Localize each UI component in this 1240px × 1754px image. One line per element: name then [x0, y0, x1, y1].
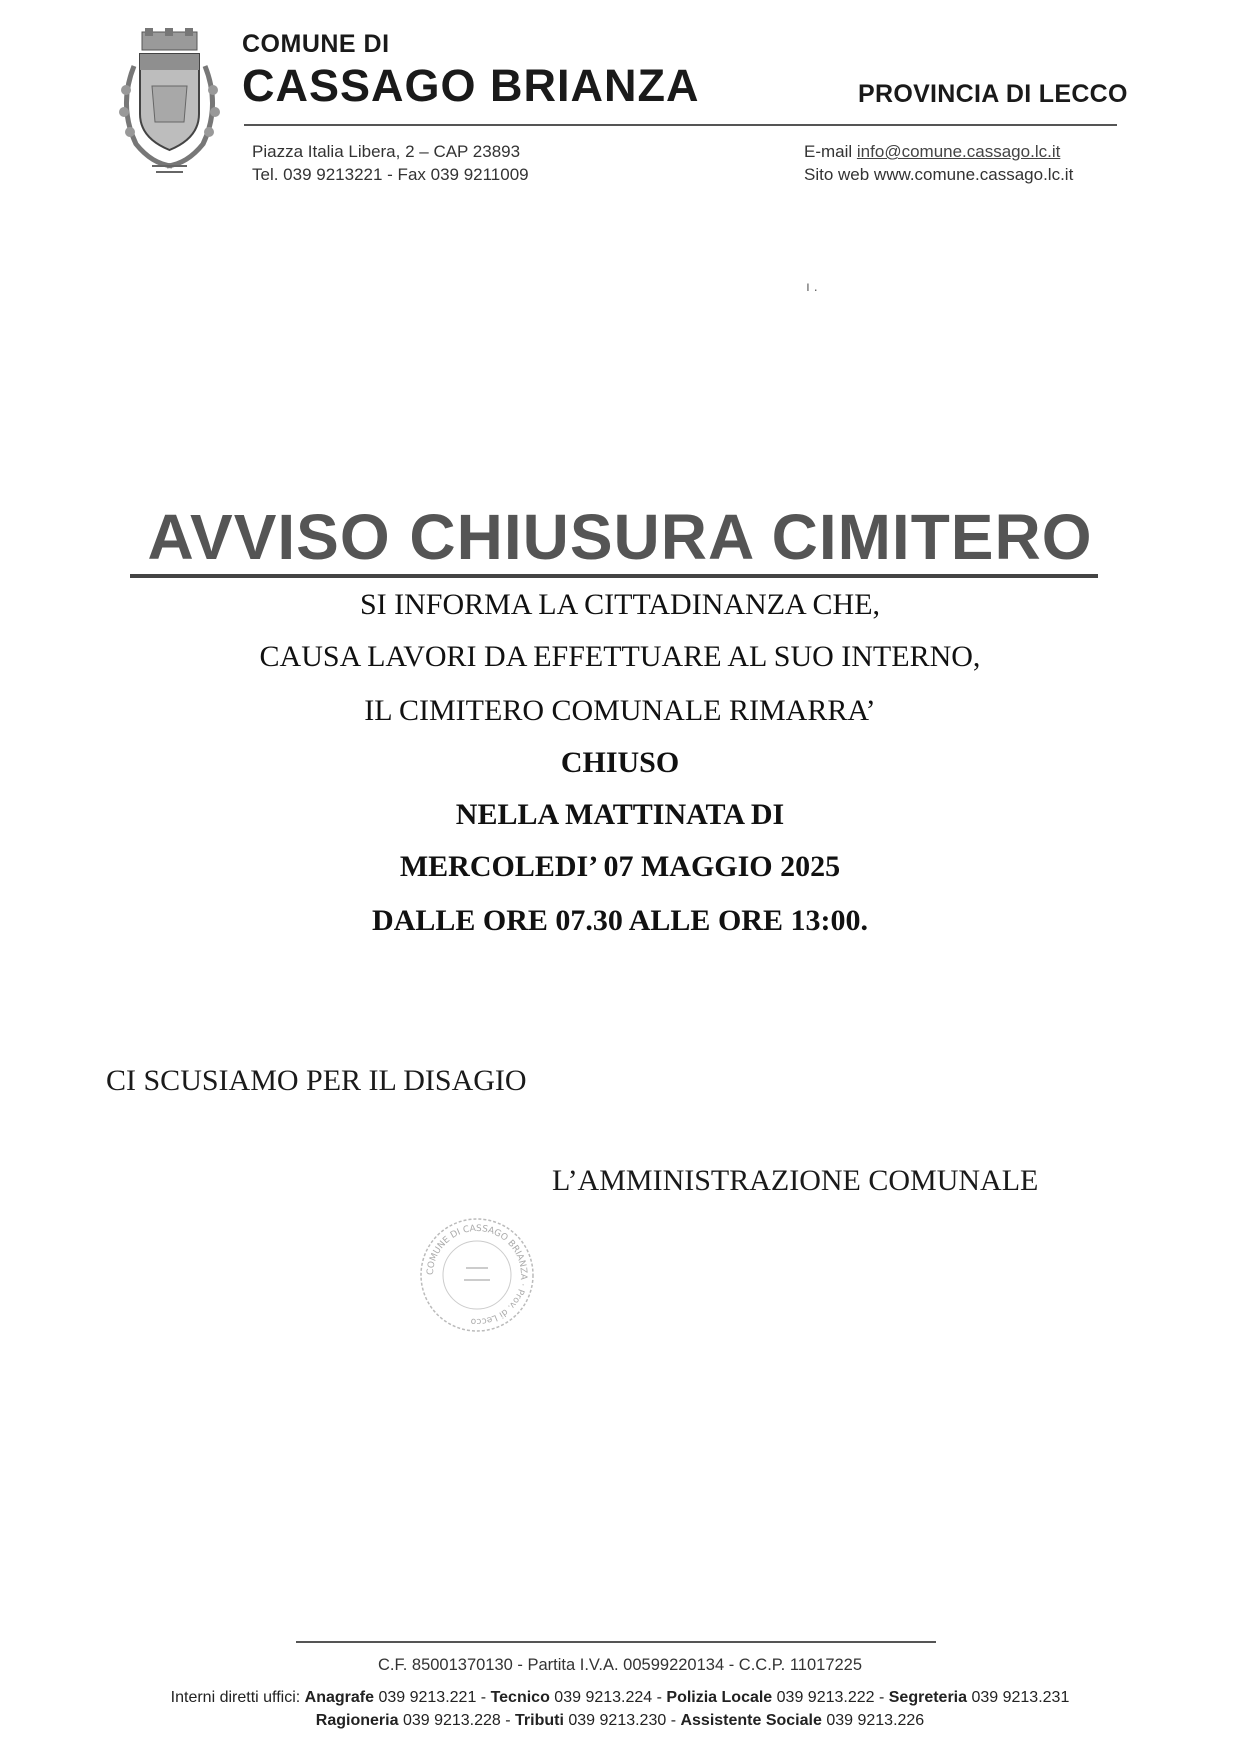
signature-text: L’AMMINISTRAZIONE COMUNALE [552, 1164, 1039, 1197]
contact-block [804, 140, 1073, 186]
apology-text: CI SCUSIAMO PER IL DISAGIO [106, 1064, 527, 1097]
notice-line-closed: CHIUSO [560, 746, 680, 779]
office-extensions-row-1: Interni diretti uffici: Anagrafe 039 9213.221 - Tecnico 039 9213.224 - Polizia Locale 039 9213.222 - Segreteria 039 9213.231 [170, 1689, 1070, 1706]
municipal-coat-of-arms-icon [112, 26, 227, 178]
notice-line-3: IL CIMITERO COMUNALE RIMARRA’ [364, 694, 876, 727]
title-underline [130, 574, 1098, 578]
office-name: Tecnico [490, 1689, 550, 1706]
office-number: 039 9213.231 [971, 1689, 1070, 1706]
comune-di-label: COMUNE DI [242, 30, 390, 58]
fiscal-codes-line: C.F. 85001370130 - Partita I.V.A. 00599220134 - C.C.P. 11017225 [377, 1656, 863, 1674]
header-divider [244, 124, 1117, 126]
notice-line-2: CAUSA LAVORI DA EFFETTUARE AL SUO INTERNO, [259, 640, 981, 673]
footer-divider [296, 1641, 936, 1643]
office-name: Tributi [515, 1712, 564, 1729]
office-number: 039 9213.222 [776, 1689, 875, 1706]
notice-line-hours: DALLE ORE 07.30 ALLE ORE 13:00. [372, 904, 868, 937]
notice-title: AVVISO CHIUSURA CIMITERO [147, 501, 1093, 573]
email-line [804, 140, 1073, 163]
email-link[interactable]: info@comune.cassago.lc.it [856, 142, 1061, 161]
office-extensions [0, 1686, 1240, 1732]
province-label: PROVINCIA DI LECCO [858, 80, 1128, 108]
official-stamp-icon [418, 1216, 536, 1334]
office-name: Segreteria [888, 1689, 968, 1706]
office-name: Assistente Sociale [680, 1712, 822, 1729]
municipality-name: CASSAGO BRIANZA [242, 60, 700, 111]
office-number: 039 9213.224 [554, 1689, 653, 1706]
office-extensions-row-2: Ragioneria 039 9213.228 - Tributi 039 9213.230 - Assistente Sociale 039 9213.226 [315, 1712, 925, 1729]
address-block [252, 140, 529, 186]
office-name: Ragioneria [315, 1712, 399, 1729]
office-number: 039 9213.228 [402, 1712, 501, 1729]
offices-label: Interni diretti uffici: [170, 1689, 301, 1706]
stamp-text: COMUNE DI CASSAGO BRIANZA · Prov. di Lecco [425, 1223, 529, 1327]
office-number: 039 9213.221 [378, 1689, 477, 1706]
scan-mark: ı . [806, 278, 818, 294]
address-line: Piazza Italia Libera, 2 – CAP 23893 [252, 142, 521, 161]
notice-line-morning: NELLA MATTINATA DI [455, 798, 785, 831]
email-label: E-mail [804, 142, 853, 161]
website-line: Sito web www.comune.cassago.lc.it [804, 165, 1074, 184]
notice-line-date: MERCOLEDI’ 07 MAGGIO 2025 [399, 850, 841, 883]
notice-line-1: SI INFORMA LA CITTADINANZA CHE, [359, 588, 881, 621]
office-name: Polizia Locale [666, 1689, 773, 1706]
office-name: Anagrafe [304, 1689, 375, 1706]
office-number: 039 9213.226 [826, 1712, 925, 1729]
office-number: 039 9213.230 [568, 1712, 667, 1729]
phone-line: Tel. 039 9213221 - Fax 039 9211009 [252, 165, 529, 184]
